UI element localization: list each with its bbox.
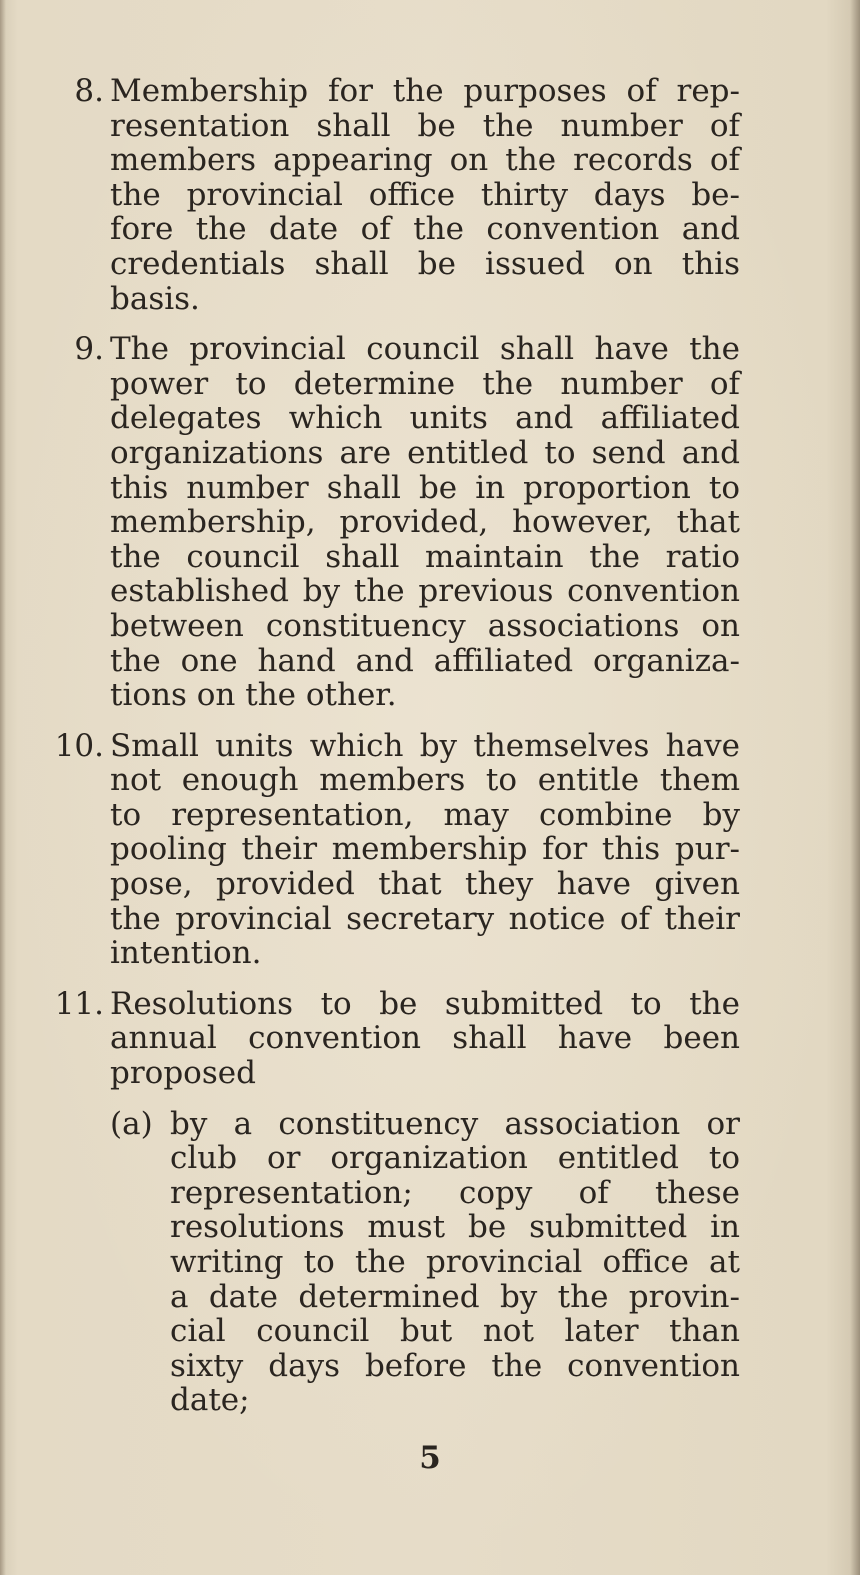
text-line: a date determined by the provin-: [170, 1278, 740, 1315]
subclause-body: [170, 1107, 740, 1418]
text-line: Resolutions to be submitted to the: [110, 985, 740, 1022]
text-line: the council shall maintain the ratio: [110, 538, 740, 575]
text-line: date;: [170, 1382, 250, 1419]
clause-number: 11.: [54, 985, 104, 1022]
clause-number: 10.: [54, 727, 104, 764]
subclause-label: (a): [110, 1105, 153, 1142]
text-line: Small units which by themselves have: [110, 727, 740, 764]
text-line: between constituency associations on: [110, 607, 740, 644]
page-edge-left: [0, 0, 6, 1575]
text-line: intention.: [110, 935, 262, 972]
clause-8: [40, 74, 740, 316]
text-line: power to determine the number of: [110, 365, 740, 402]
constitution-text: [40, 74, 740, 1434]
clause-body: [110, 74, 740, 316]
clause-9: [40, 332, 740, 713]
text-line: the one hand and affiliated organiza-: [110, 642, 740, 679]
text-line: the provincial secretary notice of their: [110, 900, 740, 937]
text-line: tions on the other.: [110, 677, 397, 714]
text-line: sixty days before the convention: [170, 1347, 740, 1384]
text-line: delegates which units and affiliated: [110, 400, 740, 437]
text-line: by a constituency association or: [170, 1105, 740, 1142]
text-line: club or organization entitled to: [170, 1140, 740, 1177]
clause-body: [110, 729, 740, 971]
subclause-a: [110, 1107, 740, 1418]
clause-10: [40, 729, 740, 971]
clause-number: 9.: [74, 331, 104, 368]
clause-number: 8.: [74, 73, 104, 109]
text-line: The provincial council shall have the: [110, 331, 740, 368]
clause-body: [110, 332, 740, 713]
text-line: membership, provided, however, that: [110, 504, 740, 541]
text-line: not enough members to entitle them: [110, 762, 740, 799]
text-line: established by the previous convention: [110, 573, 740, 610]
text-line: the provincial office thirty days be-: [110, 176, 740, 213]
text-line: proposed: [110, 1055, 256, 1092]
text-line: representation; copy of these: [170, 1174, 740, 1211]
text-line: pose, provided that they have given: [110, 866, 740, 903]
clause-11: [40, 987, 740, 1418]
text-line: pooling their membership for this pur-: [110, 831, 740, 868]
text-line: annual convention shall have been: [110, 1020, 740, 1057]
text-line: basis.: [110, 280, 200, 317]
text-line: organizations are entitled to send and: [110, 434, 740, 471]
page-number: 5: [419, 1440, 441, 1476]
page-edge-right: [850, 0, 860, 1575]
text-line: to representation, may combine by: [110, 796, 740, 833]
text-line: this number shall be in proportion to: [110, 469, 740, 506]
text-line: writing to the provincial office at: [170, 1244, 740, 1280]
text-line: members appearing on the records of: [110, 142, 740, 179]
text-line: fore the date of the convention and: [110, 211, 740, 248]
text-line: credentials shall be issued on this: [110, 245, 740, 282]
text-line: cial council but not later than: [170, 1313, 740, 1350]
clause-body: [110, 987, 740, 1418]
text-line: resentation shall be the number of: [110, 107, 740, 144]
text-line: resolutions must be submitted in: [170, 1209, 740, 1246]
text-line: Membership for the purposes of rep-: [110, 73, 740, 109]
